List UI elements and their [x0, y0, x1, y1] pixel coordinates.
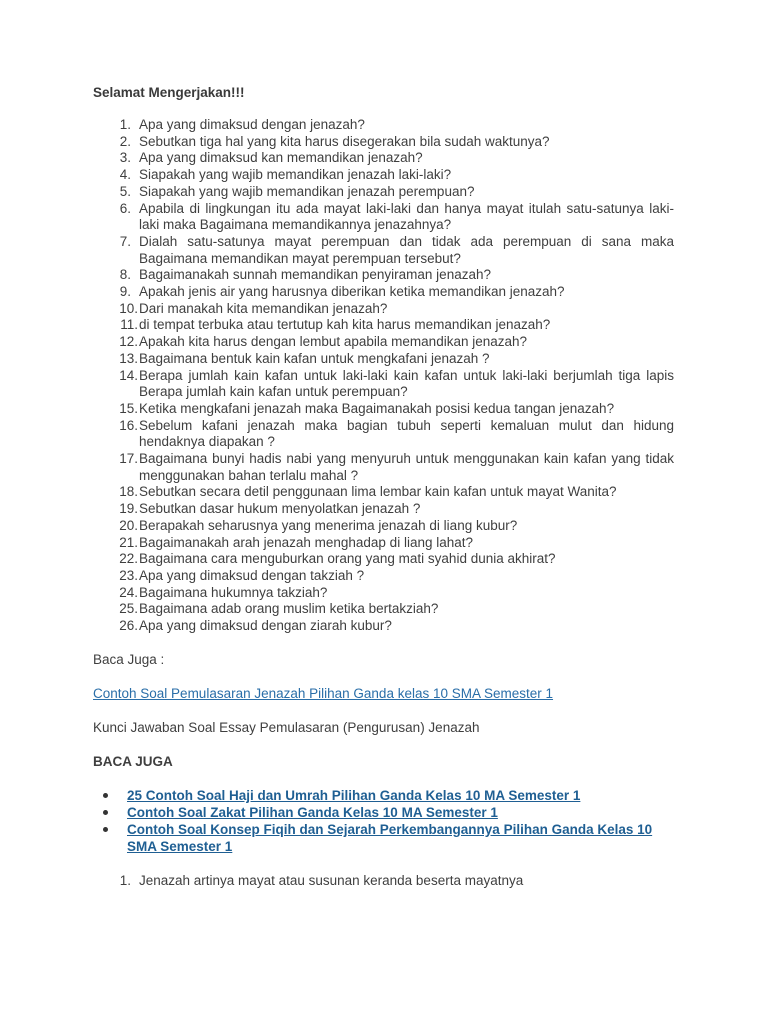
question-text: Bagaimana bentuk kain kafan untuk mengkafani jenazah ? — [139, 350, 490, 366]
question-item — [93, 551, 674, 568]
question-text: Bagaimana hukumnya takziah? — [139, 584, 328, 600]
related-link[interactable]: Contoh Soal Zakat Pilihan Ganda Kelas 10 MA Semester 1 — [127, 804, 498, 820]
question-number: 7. — [119, 233, 131, 249]
answer-item — [93, 872, 674, 889]
question-text: Berapa jumlah kain kafan untuk laki-laki kain kafan untuk laki-laki berjumlah tiga lapis Berapa jumlah kain kafan untuk perempuan? — [139, 367, 674, 400]
question-item — [93, 201, 674, 234]
question-number: 3. — [119, 150, 131, 166]
question-text: Apa yang dimaksud dengan ziarah kubur? — [139, 618, 392, 634]
question-number: 11. — [120, 317, 138, 333]
question-number: 21. — [119, 534, 138, 550]
question-item — [93, 117, 674, 134]
question-item — [93, 518, 674, 535]
question-item — [93, 351, 674, 368]
question-item — [93, 184, 674, 201]
question-number: 12. — [119, 334, 138, 350]
baca-juga-heading: BACA JUGA — [93, 753, 173, 769]
question-item — [93, 150, 674, 167]
question-text: Sebutkan dasar hukum menyolatkan jenazah ? — [139, 501, 421, 517]
related-link-item — [93, 804, 674, 821]
related-link[interactable]: 25 Contoh Soal Haji dan Umrah Pilihan Ganda Kelas 10 MA Semester 1 — [127, 787, 581, 803]
question-text: Bagaimanakah sunnah memandikan penyiraman jenazah? — [139, 267, 491, 283]
question-item — [93, 418, 674, 451]
question-text: Siapakah yang wajib memandikan jenazah perempuan? — [139, 183, 475, 199]
question-number: 14. — [119, 367, 138, 383]
question-text: Bagaimana cara menguburkan orang yang mati syahid dunia akhirat? — [139, 551, 556, 567]
bullet-icon — [103, 810, 108, 815]
question-text: Bagaimanakah arah jenazah menghadap di liang lahat? — [139, 534, 473, 550]
question-text: Dialah satu-satunya mayat perempuan dan tidak ada perempuan di sana maka Bagaimana memandikan mayat perempuan tersebut? — [139, 233, 674, 266]
question-number: 26. — [119, 618, 138, 634]
question-number: 8. — [119, 267, 131, 283]
answer-number: 1. — [119, 872, 131, 888]
question-item — [93, 501, 674, 518]
question-number: 1. — [119, 117, 131, 132]
question-number: 25. — [119, 601, 138, 617]
question-item — [93, 368, 674, 401]
question-item — [93, 334, 674, 351]
question-item — [93, 535, 674, 552]
question-text: Siapakah yang wajib memandikan jenazah laki-laki? — [139, 167, 452, 183]
question-item — [93, 284, 674, 301]
question-text: Bagaimana bunyi hadis nabi yang menyuruh untuk menggunakan kain kafan yang tidak menggunakan bahan terlalu mahal ? — [139, 451, 674, 483]
question-text: Sebutkan secara detil penggunaan lima lembar kain kafan untuk mayat Wanita? — [139, 484, 617, 500]
question-text: Apa yang dimaksud kan memandikan jenazah? — [139, 150, 423, 166]
related-link-item — [93, 787, 674, 804]
question-number: 16. — [119, 417, 138, 433]
question-number: 17. — [119, 451, 138, 467]
bullet-icon — [103, 827, 108, 832]
question-text: Dari manakah kita memandikan jenazah? — [139, 300, 388, 316]
question-item — [93, 568, 674, 585]
bullet-icon — [103, 793, 108, 798]
page-heading: Selamat Mengerjakan!!! — [93, 85, 245, 100]
question-text: Sebelum kafani jenazah maka bagian tubuh seperti kemaluan mulut dan hidung hendaknya diapakan ? — [139, 417, 674, 450]
baca-juga-label: Baca Juga : — [93, 651, 165, 667]
answer-list — [93, 872, 674, 889]
question-item — [93, 267, 674, 284]
question-item — [93, 317, 674, 334]
question-number: 4. — [119, 167, 131, 183]
answer-text: Jenazah artinya mayat atau susunan keranda beserta mayatnya — [139, 872, 524, 888]
related-link[interactable]: Contoh Soal Konsep Fiqih dan Sejarah Perkembangannya Pilihan Ganda Kelas 10 SMA Semester 1 — [127, 821, 653, 854]
question-item — [93, 401, 674, 418]
question-item — [93, 484, 674, 501]
question-text: Apa yang dimaksud dengan jenazah? — [139, 117, 365, 132]
question-item — [93, 618, 674, 635]
question-number: 20. — [119, 517, 138, 533]
related-links-list — [93, 787, 674, 855]
question-text: Apakah kita harus dengan lembut apabila memandikan jenazah? — [139, 334, 528, 350]
question-number: 15. — [119, 400, 138, 416]
question-number: 23. — [119, 567, 138, 583]
question-item — [93, 301, 674, 318]
question-text: Berapakah seharusnya yang menerima jenazah di liang kubur? — [139, 517, 518, 533]
document-page — [93, 84, 674, 889]
related-article-link[interactable]: Contoh Soal Pemulasaran Jenazah Pilihan Ganda kelas 10 SMA Semester 1 — [93, 685, 554, 701]
question-number: 13. — [119, 350, 138, 366]
question-text: Apa yang dimaksud dengan takziah ? — [139, 567, 365, 583]
question-number: 19. — [119, 501, 138, 517]
question-number: 9. — [119, 284, 131, 300]
question-number: 6. — [119, 200, 131, 216]
question-item — [93, 134, 674, 151]
question-text: Bagaimana adab orang muslim ketika bertakziah? — [139, 601, 439, 617]
question-item — [93, 451, 674, 484]
question-number: 2. — [119, 133, 131, 149]
question-number: 24. — [119, 584, 138, 600]
question-list — [93, 117, 674, 635]
question-text: di tempat terbuka atau tertutup kah kita harus memandikan jenazah? — [139, 317, 551, 333]
question-number: 10. — [119, 300, 138, 316]
question-number: 22. — [119, 551, 138, 567]
question-text: Sebutkan tiga hal yang kita harus disegerakan bila sudah waktunya? — [139, 133, 550, 149]
question-number: 5. — [119, 183, 131, 199]
question-item — [93, 601, 674, 618]
related-link-item — [93, 821, 674, 855]
question-number: 18. — [119, 484, 138, 500]
question-item — [93, 167, 674, 184]
question-item — [93, 585, 674, 602]
question-item — [93, 234, 674, 267]
question-text: Apabila di lingkungan itu ada mayat laki-laki dan hanya mayat itulah satu-satunya laki-laki maka Bagaimana memandikannya jenazahnya? — [139, 200, 674, 233]
answer-key-title: Kunci Jawaban Soal Essay Pemulasaran (Pengurusan) Jenazah — [93, 719, 480, 735]
question-text: Apakah jenis air yang harusnya diberikan ketika memandikan jenazah? — [139, 284, 565, 300]
question-text: Ketika mengkafani jenazah maka Bagaimanakah posisi kedua tangan jenazah? — [139, 400, 615, 416]
